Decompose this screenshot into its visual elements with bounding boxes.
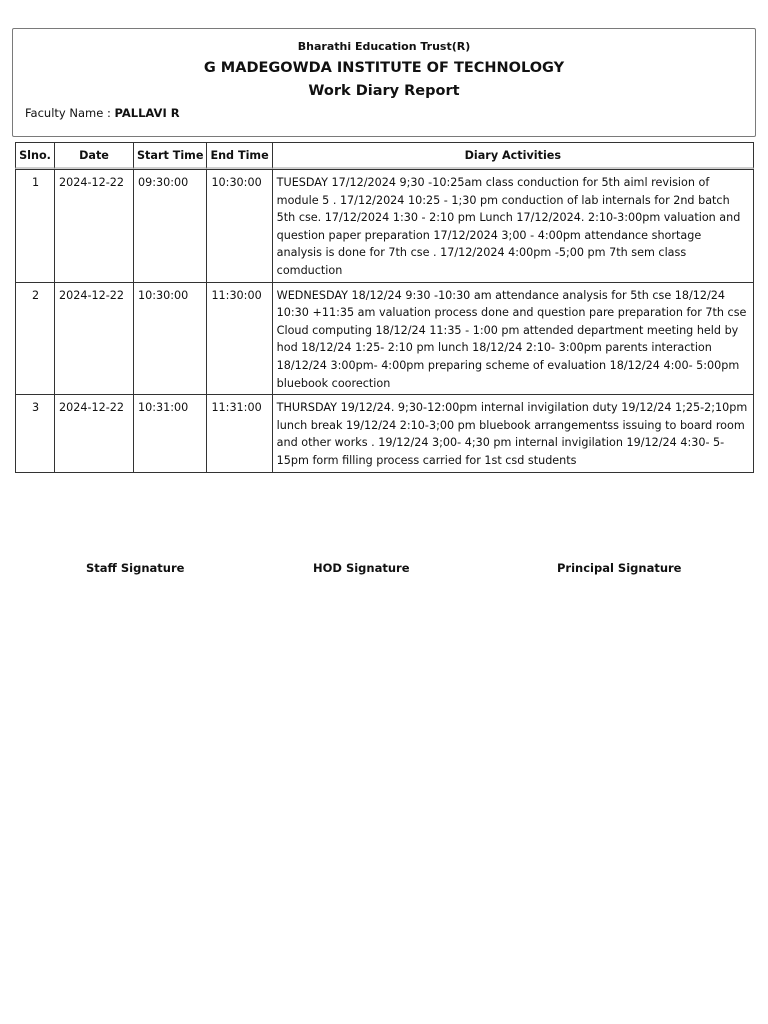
table-row xyxy=(15,394,754,472)
cell-diary-activities: TUESDAY 17/12/2024 9;30 -10:25am class conduction for 5th aiml revision of module 5 . 17/12/2024 10:25 - 1;30 pm conduction of lab internals for 2nd batch 5th cse. 17/12/2024 1:30 - 2:10 pm Lunch 17/12/2024. 2:10-3:00pm valuation and question paper preparation 17/12/2024 3;00 - 4:00pm attendance shortage analysis is done for 7th cse . 17/12/2024 4:00pm -5;00 pm 7th sem class comduction xyxy=(272,169,754,282)
report-header xyxy=(12,28,756,137)
cell-date: 2024-12-22 xyxy=(54,282,133,395)
cell-slno: 3 xyxy=(15,394,54,472)
cell-slno: 2 xyxy=(15,282,54,395)
hod-signature-label: HOD Signature xyxy=(313,561,410,575)
institute-name: G MADEGOWDA INSTITUTE OF TECHNOLOGY xyxy=(203,60,565,76)
column-header-slno: Slno. xyxy=(15,142,54,169)
cell-date: 2024-12-22 xyxy=(54,169,133,282)
work-diary-table xyxy=(15,142,754,473)
cell-diary-activities: THURSDAY 19/12/24. 9;30-12:00pm internal invigilation duty 19/12/24 1;25-2;10pm lunch break 19/12/24 2:10-3;00 pm bluebook arrangementss issuing to board room and other works . 19/12/24 3;00- 4;30 pm internal invigilation 19/12/24 4:30- 5-15pm form filling process carried for 1st csd students xyxy=(272,394,754,472)
principal-signature-label: Principal Signature xyxy=(557,561,682,575)
cell-end-time: 11:31:00 xyxy=(206,394,271,472)
table-row xyxy=(15,282,754,395)
table-row xyxy=(15,169,754,282)
faculty-name: PALLAVI R xyxy=(114,106,180,120)
table-header-row xyxy=(15,142,754,169)
trust-name: Bharathi Education Trust(R) xyxy=(297,40,471,53)
faculty-label: Faculty Name : xyxy=(25,106,115,120)
report-title: Work Diary Report xyxy=(308,83,460,99)
cell-diary-activities: WEDNESDAY 18/12/24 9:30 -10:30 am attendance analysis for 5th cse 18/12/24 10:30 +11:35 am valuation process done and question pare preparation for 7th cse Cloud computing 18/12/24 11:35 - 1:00 pm attended department meeting held by hod 18/12/24 1:25- 2:10 pm lunch 18/12/24 2:10- 3:00pm parents interaction 18/12/24 3:00pm- 4:00pm preparing scheme of evaluation 18/12/24 4:00- 5:00pm bluebook coorection xyxy=(272,282,754,395)
cell-start-time: 09:30:00 xyxy=(133,169,206,282)
column-header-end-time: End Time xyxy=(206,142,271,169)
column-header-diary-activities: Diary Activities xyxy=(272,142,754,169)
cell-date: 2024-12-22 xyxy=(54,394,133,472)
cell-start-time: 10:31:00 xyxy=(133,394,206,472)
cell-end-time: 11:30:00 xyxy=(206,282,271,395)
cell-end-time: 10:30:00 xyxy=(206,169,271,282)
cell-slno: 1 xyxy=(15,169,54,282)
column-header-start-time: Start Time xyxy=(133,142,206,169)
staff-signature-label: Staff Signature xyxy=(86,561,185,575)
cell-start-time: 10:30:00 xyxy=(133,282,206,395)
column-header-date: Date xyxy=(54,142,133,169)
faculty-line xyxy=(25,106,180,120)
